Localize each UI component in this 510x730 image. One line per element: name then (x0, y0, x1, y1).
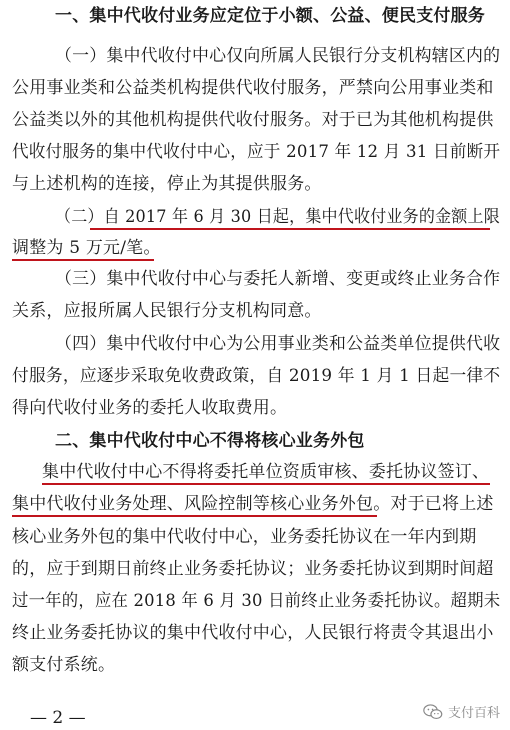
paragraph-line: 代收付服务的集中代收付中心，应于 2017 年 12 月 31 日前断开 (12, 142, 501, 162)
highlighted-line: 集中代收付业务处理、风险控制等核心业务外包。对于已将上述 (12, 494, 494, 514)
paragraph-line: 核心业务外包的集中代收付中心，业务委托协议在一年内到期 (12, 527, 477, 547)
paragraph-line: （四）集中代收付中心为公用事业类和公益类单位提供代收 (55, 334, 501, 354)
red-underline (90, 228, 490, 230)
highlighted-line: （二）自 2017 年 6 月 30 日起，集中代收付业务的金额上限 (55, 207, 500, 227)
watermark-text: 支付百科 (448, 706, 501, 721)
page-number: — 2 — (30, 708, 86, 728)
paragraph-line: 终止业务委托协议的集中代收付中心，人民银行将责令其退出小 (12, 623, 494, 643)
paragraph-line: 的，应于到期日前终止业务委托协议；业务委托协议到期时间超 (12, 559, 494, 579)
red-underline (42, 483, 490, 485)
paragraph-line: 公益类以外的其他机构提供代收付服务。对于已为其他机构提供 (12, 110, 494, 130)
highlighted-line: 调整为 5 万元/笔。 (12, 238, 161, 258)
paragraph-line: （一）集中代收付中心仅向所属人民银行分支机构辖区内的 (55, 46, 501, 66)
paragraph-line: 过一年的，应在 2018 年 6 月 30 日前终止业务委托协议。超期未 (12, 591, 501, 611)
red-underline (12, 515, 377, 517)
paragraph-line: 与上述机构的连接，停止为其提供服务。 (12, 174, 322, 194)
paragraph-line: 公用事业类和公益类机构提供代收付服务，严禁向公用事业类和 (12, 78, 494, 98)
section-heading-1: 一、集中代收付业务应定位于小额、公益、便民支付服务 (55, 6, 485, 26)
watermark (423, 702, 500, 721)
section-heading-2: 二、集中代收付中心不得将核心业务外包 (55, 431, 365, 451)
paragraph-line: 关系，应报所属人民银行分支机构同意。 (12, 301, 322, 321)
highlighted-line: 集中代收付中心不得将委托单位资质审核、委托协议签订、 (42, 462, 490, 482)
paragraph-line: 得向代收付业务的委托人收取费用。 (12, 398, 288, 418)
paragraph-line: 额支付系统。 (12, 655, 116, 675)
paragraph-line: 付服务，应逐步采取免收费政策，自 2019 年 1 月 1 日起一律不 (12, 366, 501, 386)
paragraph-line: （三）集中代收付中心与委托人新增、变更或终止业务合作 (55, 269, 501, 289)
wechat-icon (423, 703, 443, 721)
red-underline (12, 259, 154, 261)
